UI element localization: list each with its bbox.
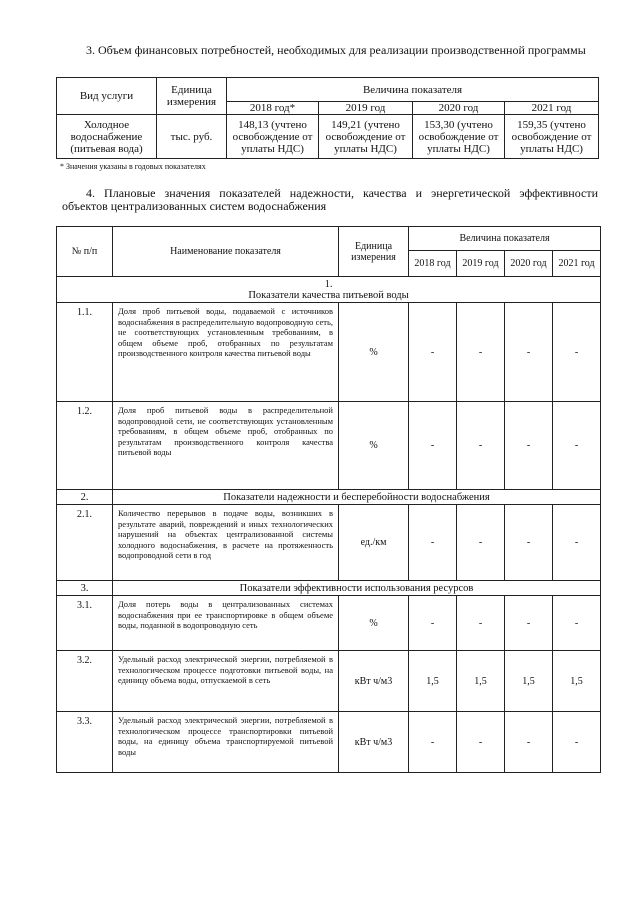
value-cell: 148,13 (учтено освобождение от уплаты НДС): [227, 115, 319, 159]
indicator-unit: кВт ч/м3: [339, 651, 409, 712]
indicator-unit: ед./км: [339, 505, 409, 581]
table-row: [57, 712, 601, 773]
indicator-name: Удельный расход электрической энергии, потребляемой в технологическом процессе транспортировки питьевой воды, на единицу объема транспортируемой питьевой воды: [113, 712, 339, 773]
section-row: [57, 277, 601, 303]
indicator-value: -: [409, 303, 457, 402]
row-number: 3.3.: [57, 712, 113, 773]
row-number: 2.1.: [57, 505, 113, 581]
indicator-value: -: [553, 303, 601, 402]
header-num: № п/п: [57, 227, 113, 277]
indicator-value: -: [457, 505, 505, 581]
indicator-value: -: [553, 712, 601, 773]
indicator-unit: %: [339, 402, 409, 490]
header-service: Вид услуги: [57, 78, 157, 115]
header-year: 2018 год: [409, 251, 457, 277]
header-year: 2021 год: [553, 251, 601, 277]
section-title: Показатели качества питьевой воды: [248, 289, 409, 301]
indicator-value: 1,5: [553, 651, 601, 712]
table-row: [57, 596, 601, 651]
table-row: [57, 115, 599, 159]
header-year: 2018 год*: [227, 102, 319, 115]
service-cell: Холодное водоснабжение (питьевая вода): [57, 115, 157, 159]
indicator-value: -: [553, 596, 601, 651]
header-value: Величина показателя: [409, 227, 601, 251]
section-number: 3.: [57, 581, 113, 596]
section-row: [57, 581, 601, 596]
header-year: 2019 год: [457, 251, 505, 277]
unit-cell: тыс. руб.: [157, 115, 227, 159]
indicator-value: -: [409, 505, 457, 581]
table-row: [57, 505, 601, 581]
indicator-value: -: [505, 505, 553, 581]
indicator-value: -: [505, 402, 553, 490]
indicator-unit: кВт ч/м3: [339, 712, 409, 773]
table-row: [57, 651, 601, 712]
section3-title: 3. Объем финансовых потребностей, необходимых для реализации производственной программы: [86, 43, 586, 57]
indicator-value: -: [505, 596, 553, 651]
section-row: [57, 490, 601, 505]
indicator-name: Доля проб питьевой воды в распределительной водопроводной сети, не соответствующих установленным требованиям, в общем объеме проб, отобранных по результатам производственного контроля качества питьевой воды: [113, 402, 339, 490]
header-unit: Единица измерения: [157, 78, 227, 115]
table-row: [57, 402, 601, 490]
header-year: 2021 год: [505, 102, 599, 115]
header-unit: Единица измерения: [339, 227, 409, 277]
indicators-table: [56, 226, 601, 773]
section-cell: [57, 277, 601, 303]
indicator-value: 1,5: [409, 651, 457, 712]
table-row: [57, 303, 601, 402]
value-cell: 149,21 (учтено освобождение от уплаты НДС): [319, 115, 413, 159]
indicator-value: 1,5: [457, 651, 505, 712]
indicator-value: -: [409, 712, 457, 773]
section4-title: 4. Плановые значения показателей надежности, качества и энергетической эффективности объектов централизованных систем водоснабжения: [62, 186, 598, 213]
header-value: Величина показателя: [227, 78, 599, 102]
indicator-name: Доля проб питьевой воды, подаваемой с источников водоснабжения в распределительную водопроводную сеть, не соответствующих установленным требованиям, в общем объеме проб, отобранных по результатам производственного контроля качества питьевой воды: [113, 303, 339, 402]
indicator-value: -: [457, 402, 505, 490]
section-number: 2.: [57, 490, 113, 505]
header-year: 2020 год: [413, 102, 505, 115]
indicator-value: -: [457, 712, 505, 773]
footnote: * Значения указаны в годовых показателях: [60, 162, 206, 171]
indicator-value: -: [553, 402, 601, 490]
indicator-unit: %: [339, 303, 409, 402]
row-number: 1.2.: [57, 402, 113, 490]
value-cell: 153,30 (учтено освобождение от уплаты НДС): [413, 115, 505, 159]
indicator-value: -: [505, 712, 553, 773]
header-year: 2020 год: [505, 251, 553, 277]
section-title: Показатели эффективности использования ресурсов: [113, 581, 601, 596]
row-number: 3.2.: [57, 651, 113, 712]
row-number: 3.1.: [57, 596, 113, 651]
indicator-value: -: [553, 505, 601, 581]
indicator-value: -: [457, 596, 505, 651]
row-number: 1.1.: [57, 303, 113, 402]
indicator-name: Количество перерывов в подаче воды, возникших в результате аварий, повреждений и иных технологических нарушений на объектах централизованной системы холодного водоснабжения, в расчете на протяженность водопроводной сети в год: [113, 505, 339, 581]
indicator-name: Доля потерь воды в централизованных системах водоснабжения при ее транспортировке в общем объеме воды, поданной в водопроводную сеть: [113, 596, 339, 651]
indicator-value: -: [505, 303, 553, 402]
section-title: Показатели надежности и бесперебойности водоснабжения: [113, 490, 601, 505]
financial-needs-table: [56, 77, 599, 159]
indicator-unit: %: [339, 596, 409, 651]
indicator-value: -: [409, 402, 457, 490]
header-year: 2019 год: [319, 102, 413, 115]
indicator-value: -: [409, 596, 457, 651]
indicator-name: Удельный расход электрической энергии, потребляемой в технологическом процессе подготовки питьевой воды, на единицу объема воды, отпускаемой в сеть: [113, 651, 339, 712]
header-name: Наименование показателя: [113, 227, 339, 277]
indicator-value: 1,5: [505, 651, 553, 712]
value-cell: 159,35 (учтено освобождение от уплаты НДС): [505, 115, 599, 159]
indicator-value: -: [457, 303, 505, 402]
section-number: 1.: [324, 278, 333, 290]
